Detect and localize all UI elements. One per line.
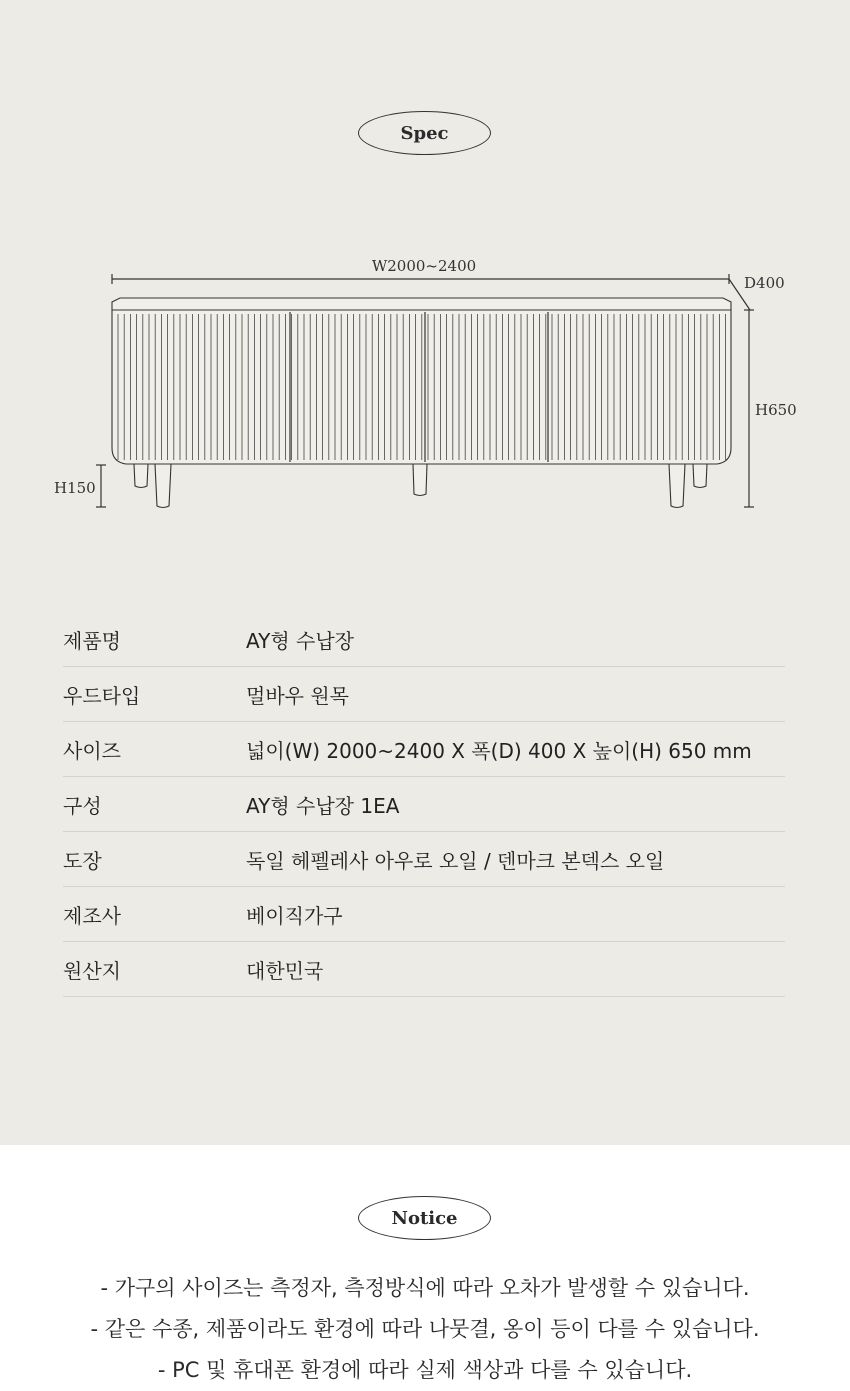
spec-row-label: 도장 <box>63 848 102 873</box>
depth-label: D400 <box>744 274 785 292</box>
spec-row-value: 독일 헤펠레사 아우로 오일 / 덴마크 본덱스 오일 <box>246 848 665 873</box>
spec-row <box>63 722 785 777</box>
spec-row <box>63 667 785 722</box>
spec-row-value: 베이직가구 <box>246 903 343 928</box>
notice-badge: Notice <box>358 1196 491 1240</box>
spec-row <box>63 777 785 832</box>
width-label: W2000~2400 <box>371 257 477 275</box>
notice-line: - PC 및 휴대폰 환경에 따라 실제 색상과 다를 수 있습니다. <box>157 1358 693 1382</box>
notice-line: - 같은 수종, 제품이라도 환경에 따라 나뭇결, 옹이 등이 다를 수 있습니다. <box>90 1317 760 1341</box>
spec-row <box>63 887 785 942</box>
cabinet-legs <box>134 464 707 508</box>
spec-row-label: 구성 <box>63 793 102 818</box>
spec-row-label: 제조사 <box>63 903 121 928</box>
spec-row-label: 원산지 <box>63 958 121 983</box>
notice-list <box>0 1268 850 1391</box>
spec-row-value: 넓이(W) 2000~2400 X 폭(D) 400 X 높이(H) 650 mm <box>246 738 752 763</box>
spec-row-value: 대한민국 <box>246 958 324 983</box>
spec-badge: Spec <box>358 111 491 155</box>
height-label: H650 <box>755 401 797 419</box>
spec-row-value: AY형 수납장 <box>246 628 354 653</box>
spec-row <box>63 942 785 997</box>
spec-row <box>63 832 785 887</box>
spec-row-value: AY형 수납장 1EA <box>246 793 400 818</box>
height-dimension-line <box>744 310 754 507</box>
width-dimension-line <box>112 274 729 284</box>
spec-row-label: 우드타입 <box>63 683 141 708</box>
spec-row-label: 제품명 <box>63 628 121 653</box>
leg-height-label: H150 <box>54 479 96 497</box>
spec-row-label: 사이즈 <box>63 738 121 763</box>
spec-row-value: 멀바우 원목 <box>246 683 349 708</box>
notice-section <box>0 1145 850 1382</box>
notice-line: - 가구의 사이즈는 측정자, 측정방식에 따라 오차가 발생할 수 있습니다. <box>100 1276 750 1300</box>
spec-table <box>63 612 785 997</box>
cabinet-dimension-drawing <box>0 240 850 530</box>
spec-row <box>63 612 785 667</box>
leg-height-dimension-line <box>96 465 106 507</box>
